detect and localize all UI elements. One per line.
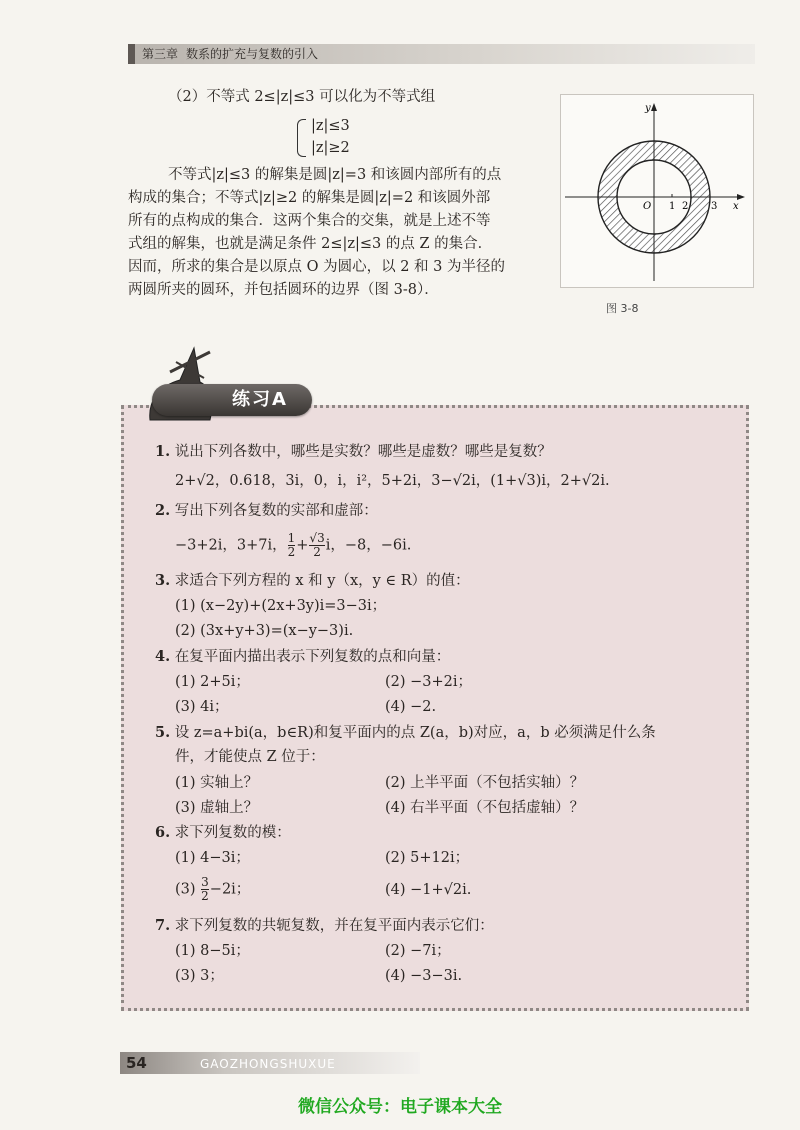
brace-symbol <box>297 119 306 157</box>
question-number: 3. <box>155 572 171 589</box>
tick-label: 2 <box>682 201 689 212</box>
exercise-question <box>155 822 291 844</box>
y-axis-arrow <box>651 103 657 111</box>
exercise-question <box>155 441 552 463</box>
exercise-title: 练习A <box>232 389 288 410</box>
fraction-denominator: 2 <box>309 545 324 559</box>
fraction-numerator: 1 <box>287 531 296 545</box>
inequality-row: |z|≥2 <box>311 140 350 156</box>
exercise-question <box>155 722 656 744</box>
sub-question: (3) 3； <box>175 968 224 984</box>
body-line: 两圆所夹的圆环，并包括圆环的边界（图 3-8）． <box>128 282 439 298</box>
footer-credit: 微信公众号：电子课本大全 <box>298 1097 502 1117</box>
tick-label: 1 <box>669 201 676 212</box>
running-header <box>142 46 318 62</box>
sub-question: (3) 虚轴上？ <box>175 800 259 816</box>
sub-question: (2) −3+2i； <box>385 674 473 690</box>
exercise-question <box>155 915 494 937</box>
figure-caption: 图 3-8 <box>606 302 639 315</box>
question-text: 求下列复数的共轭复数，并在复平面内表示它们： <box>174 918 494 934</box>
exercise-question <box>155 570 470 592</box>
body-line: （2）不等式 2≤|z|≤3 可以化为不等式组 <box>168 89 436 105</box>
sub-question: (3) 4i； <box>175 699 229 715</box>
exercise-question <box>155 646 450 668</box>
plus-sign: + <box>296 537 309 554</box>
fraction-denominator: 2 <box>201 889 209 903</box>
question-number: 1. <box>155 443 171 460</box>
fraction-numerator: √3 <box>309 531 325 545</box>
fraction-denominator: 2 <box>287 545 296 559</box>
sub-question: (4) 右半平面（不包括虚轴）？ <box>385 800 585 816</box>
question-text: 求下列复数的模： <box>174 825 291 841</box>
sub-question: (4) −2. <box>385 699 437 715</box>
question-number: 7. <box>155 917 171 934</box>
question-number: 5. <box>155 724 171 741</box>
sub-question: (1) 4−3i； <box>175 850 250 866</box>
sub-question: (4) −3−3i. <box>385 968 463 984</box>
sub-question: (4) −1+√2i. <box>385 882 472 898</box>
tick-label: 3 <box>711 201 718 212</box>
page-number: 54 <box>126 1054 147 1072</box>
question-values: 2+√2，0.618，3i，0，i，i²，5+2i，3−√2i，(1+√3)i，2+√2i. <box>175 473 610 489</box>
inequality-row: |z|≤3 <box>311 118 350 134</box>
sub-question-suffix: −2i； <box>209 881 251 898</box>
annulus-figure <box>560 94 754 288</box>
question-text: 求适合下列方程的 x 和 y（x，y ∈ R）的值： <box>174 573 470 589</box>
sub-question <box>175 876 250 903</box>
question-text: 设 z=a+bi(a，b∈R)和复平面内的点 Z(a，b)对应，a，b 必须满足什么条 <box>174 725 656 741</box>
question-text-cont: 件，才能使点 Z 位于： <box>175 749 325 765</box>
chapter-label: 第三章 <box>142 47 179 61</box>
body-line: 所有的点构成的集合．这两个集合的交集，就是上述不等 <box>128 213 491 229</box>
chapter-title: 数系的扩充与复数的引入 <box>186 47 319 61</box>
annulus-diagram <box>561 95 753 287</box>
fraction <box>309 532 324 559</box>
question-text: 说出下列各数中，哪些是实数？哪些是虚数？哪些是复数？ <box>174 444 552 460</box>
question-values <box>175 532 411 559</box>
question-text: 写出下列各复数的实部和虚部： <box>174 503 378 519</box>
sub-question: (2) 5+12i； <box>385 850 470 866</box>
sub-question: (2) −7i； <box>385 943 451 959</box>
sub-question: (1) 2+5i； <box>175 674 250 690</box>
question-text: 在复平面内描出表示下列复数的点和向量： <box>174 649 451 665</box>
x-axis-arrow <box>737 194 745 200</box>
values-part: −3+2i，3+7i， <box>175 537 287 554</box>
fraction <box>288 532 296 559</box>
body-line: 因而，所求的集合是以原点 O 为圆心，以 2 和 3 为半径的 <box>128 259 505 275</box>
question-number: 6. <box>155 824 171 841</box>
sub-question: (2) 上半平面（不包括实轴）？ <box>385 775 585 791</box>
body-line: 构成的集合；不等式|z|≥2 的解集是圆|z|=2 和该圆外部 <box>128 190 491 206</box>
question-number: 4. <box>155 648 171 665</box>
sub-question: (1) (x−2y)+(2x+3y)i=3−3i； <box>175 598 387 614</box>
x-axis-label: x <box>733 201 739 212</box>
origin-label: O <box>643 201 652 212</box>
body-line: 式组的解集，也就是满足条件 2≤|z|≤3 的点 Z 的集合． <box>128 236 493 252</box>
values-part: i，−8，−6i. <box>325 537 412 554</box>
sub-question: (1) 实轴上？ <box>175 775 259 791</box>
sub-question: (2) (3x+y+3)=(x−y−3)i. <box>175 623 354 639</box>
sub-question: (1) 8−5i； <box>175 943 250 959</box>
y-axis-label: y <box>645 103 651 114</box>
fraction-numerator: 3 <box>201 875 209 889</box>
exercise-question <box>155 500 378 522</box>
brand-watermark: GAOZHONGSHUXUE <box>200 1057 336 1071</box>
question-number: 2. <box>155 502 171 519</box>
sub-question-prefix: (3) <box>175 881 201 898</box>
inequality-system <box>305 115 350 159</box>
body-line: 不等式|z|≤3 的解集是圆|z|=3 和该圆内部所有的点 <box>168 167 502 183</box>
fraction <box>201 876 209 903</box>
